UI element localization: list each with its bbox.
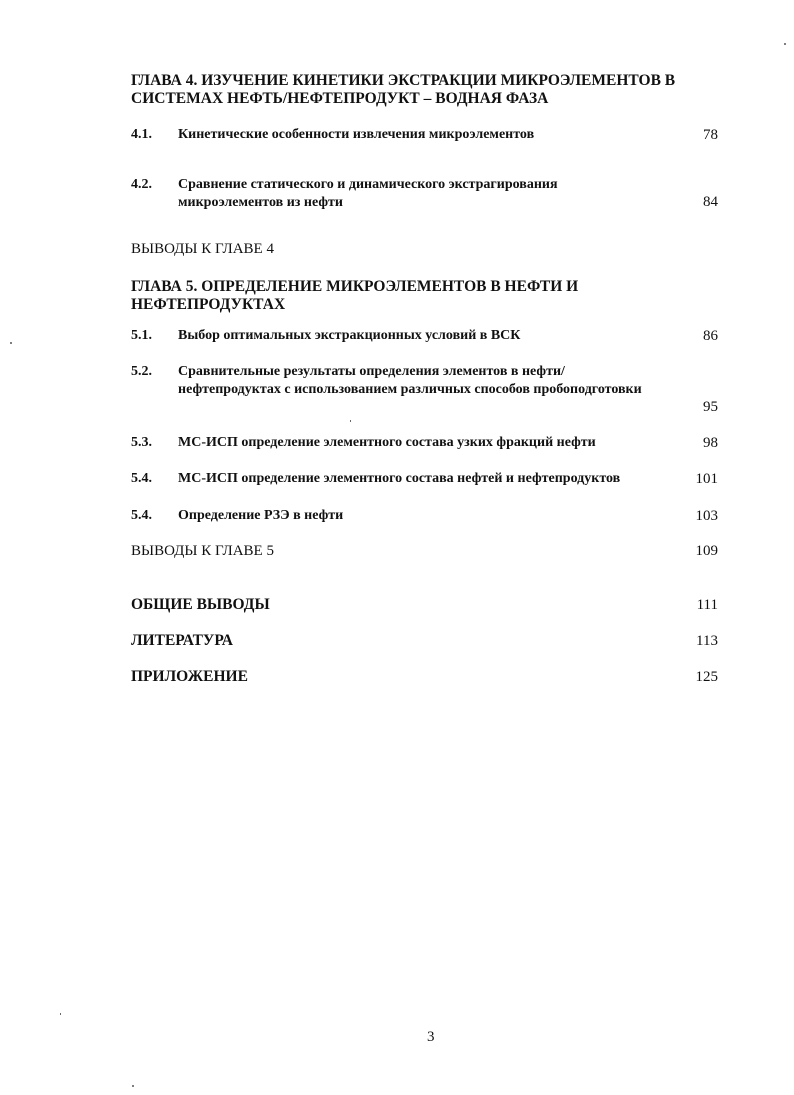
page-number: 3	[427, 1029, 435, 1045]
section-page: 78	[703, 127, 718, 143]
section-title: МС-ИСП определение элементного состава узких фракций нефти	[178, 435, 596, 450]
chapter4-conclusions: ВЫВОДЫ К ГЛАВЕ 4	[131, 241, 274, 257]
section-title: Выбор оптимальных экстракционных условий в ВСК	[178, 328, 521, 343]
literature: ЛИТЕРАТУРА	[131, 632, 233, 649]
section-number: 5.2.	[131, 364, 152, 379]
section-title: Определение РЗЭ в нефти	[178, 508, 344, 523]
section-page: 95	[703, 399, 718, 415]
chapter5-heading: ГЛАВА 5. ОПРЕДЕЛЕНИЕ МИКРОЭЛЕМЕНТОВ В НЕФТИ И НЕФТЕПРОДУКТАХ	[131, 278, 579, 313]
section-number: 5.1.	[131, 328, 152, 343]
section-number: 5.4.	[131, 471, 152, 486]
section-page: 86	[703, 328, 718, 344]
general-conclusions: ОБЩИЕ ВЫВОДЫ	[131, 596, 270, 613]
section-number: 4.1.	[131, 127, 152, 142]
chapter5-conclusions-page: 109	[695, 543, 718, 559]
general-conclusions-page: 111	[696, 597, 718, 613]
section-page: 84	[703, 194, 718, 210]
section-number: 5.4.	[131, 508, 152, 523]
scan-speck	[784, 43, 786, 45]
section-page: 101	[695, 471, 718, 487]
section-title: МС-ИСП определение элементного состава нефтей и нефтепродуктов	[178, 471, 621, 486]
section-title: Кинетические особенности извлечения микроэлементов	[178, 127, 535, 142]
section-page: 103	[695, 508, 718, 524]
scan-speck	[10, 342, 12, 344]
scan-speck	[132, 1085, 134, 1087]
section-title: Сравнение статического и динамического экстрагирования микроэлементов из нефти	[178, 177, 558, 210]
section-number: 5.3.	[131, 435, 152, 450]
section-title: Сравнительные результаты определения элементов в нефти/нефтепродуктах с использованием различных способов пробоподготовки	[178, 364, 642, 397]
section-page: 98	[703, 435, 718, 451]
appendix-page: 125	[695, 669, 718, 685]
chapter5-conclusions: ВЫВОДЫ К ГЛАВЕ 5	[131, 543, 274, 559]
chapter4-heading: ГЛАВА 4. ИЗУЧЕНИЕ КИНЕТИКИ ЭКСТРАКЦИИ МИКРОЭЛЕМЕНТОВ В СИСТЕМАХ НЕФТЬ/НЕФТЕПРОДУКТ – ВОДНАЯ ФАЗА	[131, 72, 676, 107]
scan-speck	[350, 420, 351, 422]
scan-speck	[60, 1013, 61, 1015]
literature-page: 113	[696, 633, 718, 649]
section-number: 4.2.	[131, 177, 152, 192]
appendix: ПРИЛОЖЕНИЕ	[131, 668, 248, 685]
